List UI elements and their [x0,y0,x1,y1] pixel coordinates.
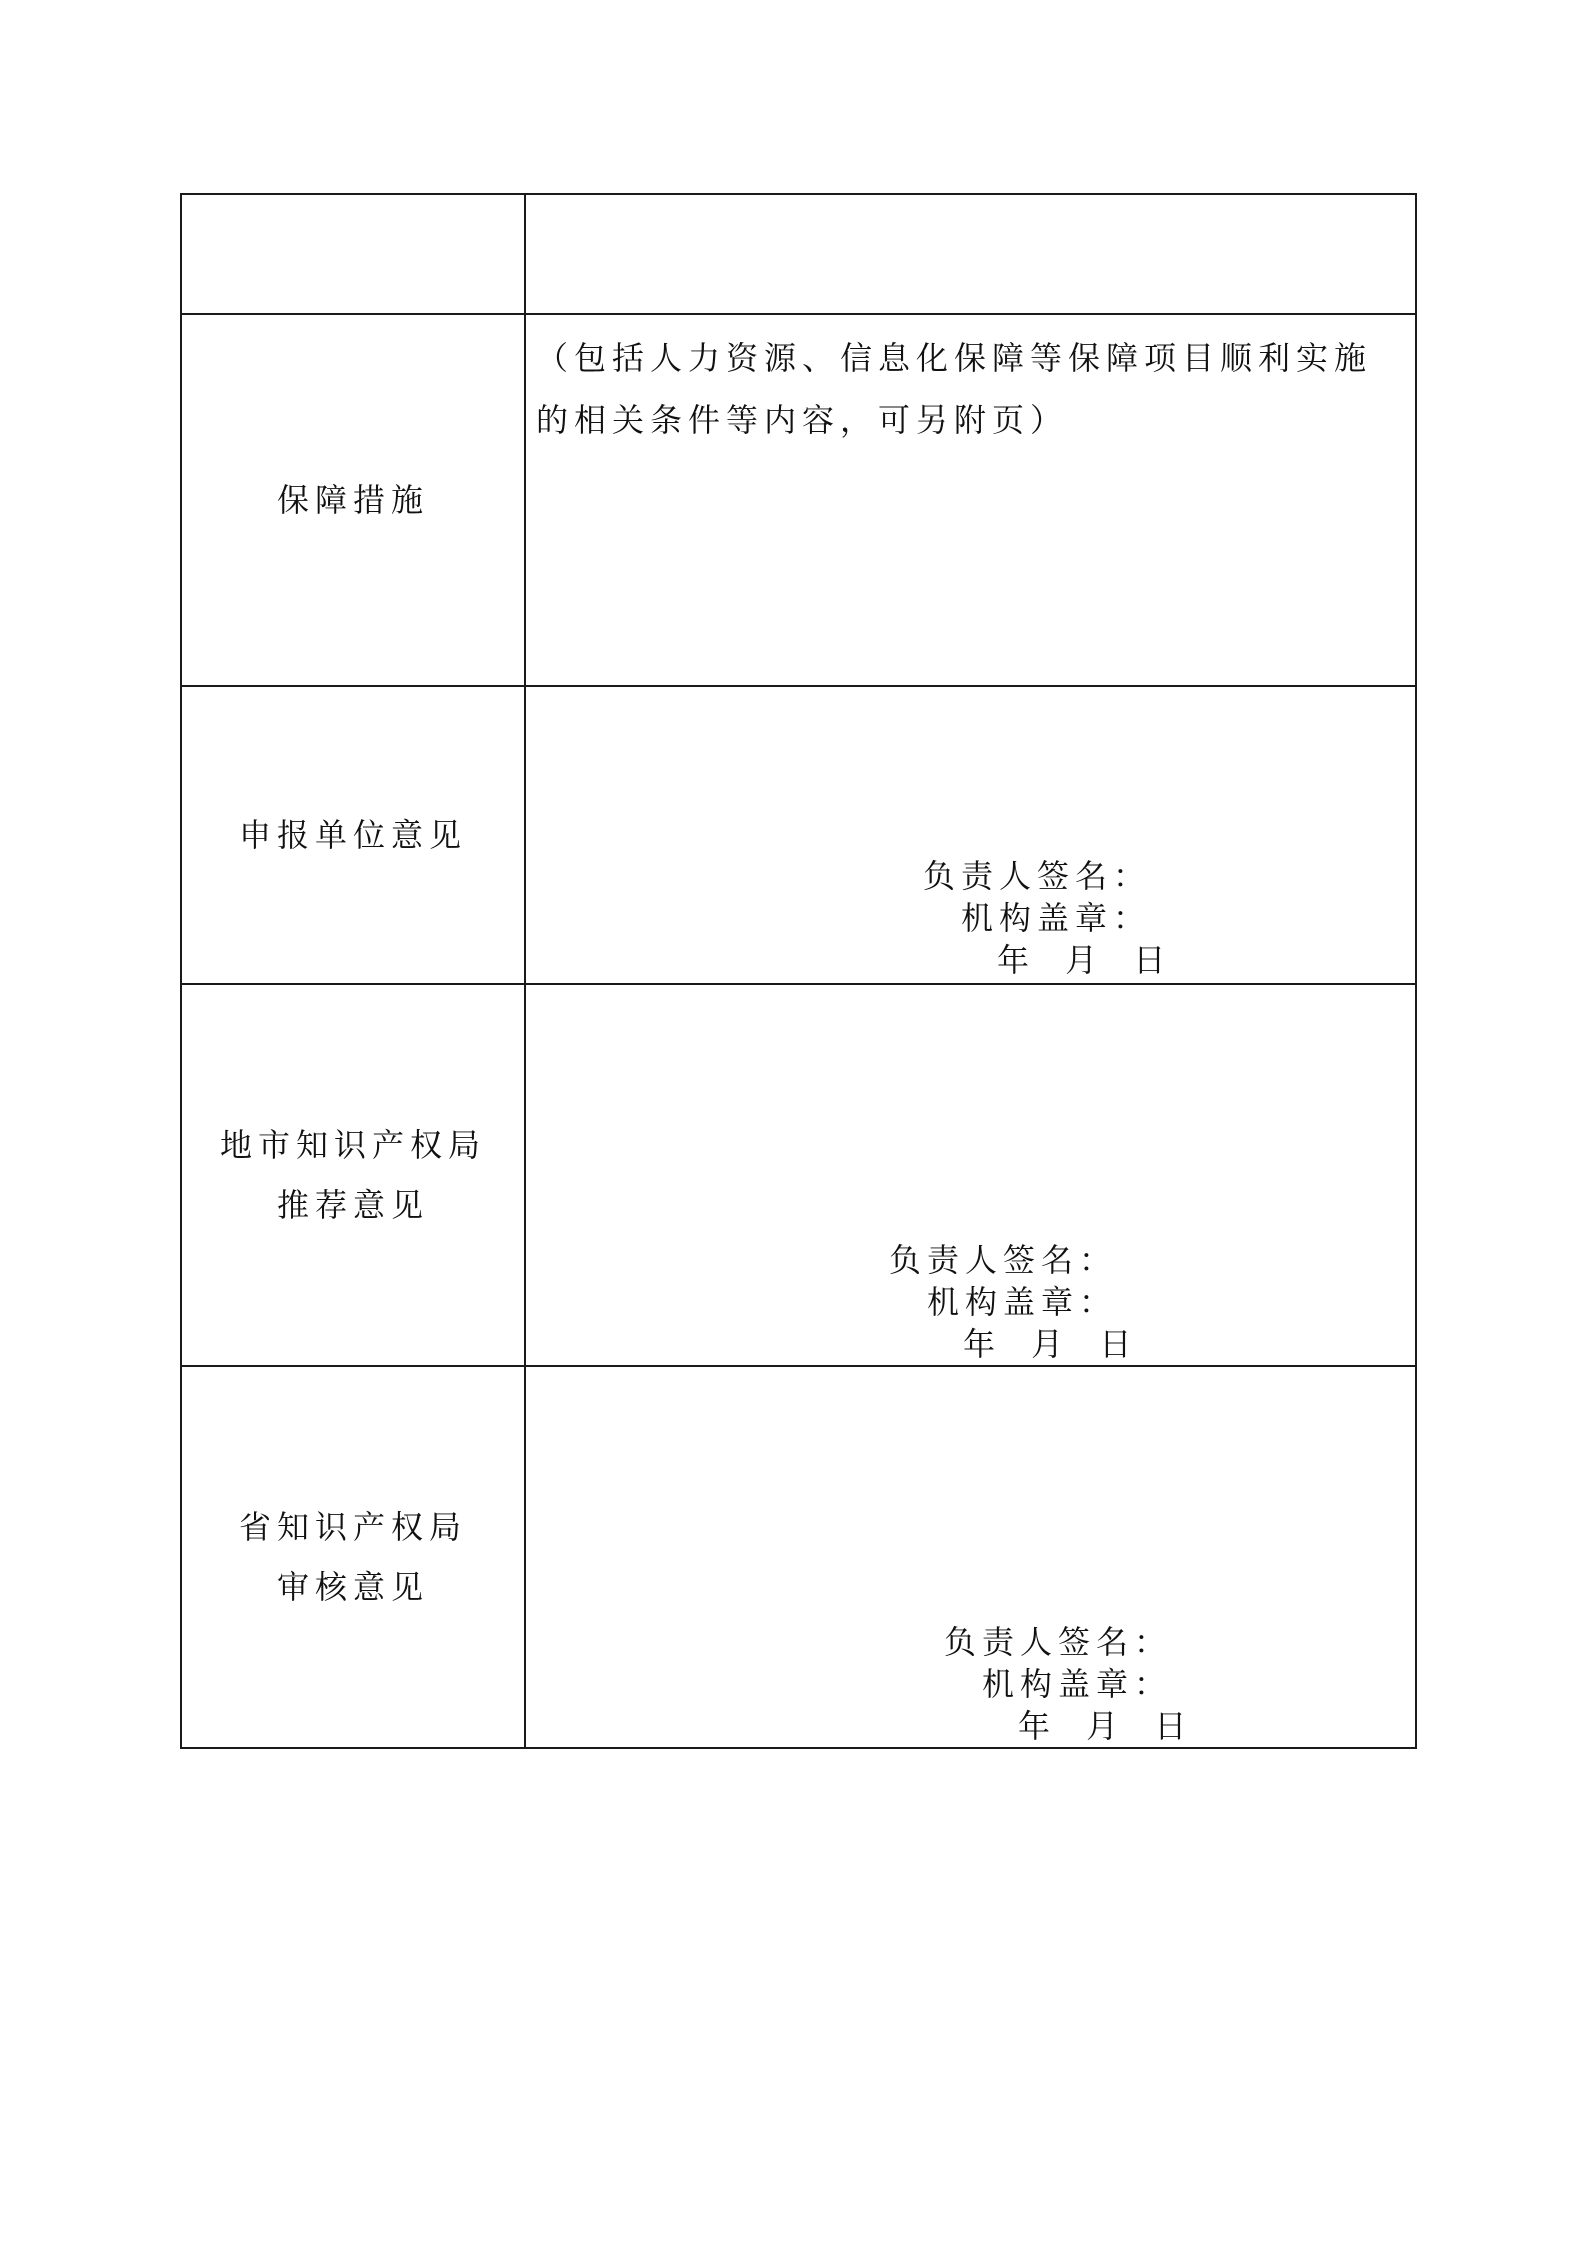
safeguards-content-cell[interactable] [525,314,1416,686]
safeguards-label-cell [181,314,525,686]
city-ip-office-signature-label: 负责人签名： [889,1241,1118,1279]
city-ip-office-label-line2: 推荐意见 [276,1186,429,1224]
application-form-table [180,193,1417,1749]
provincial-ip-office-signature-label: 负责人签名： [944,1623,1173,1661]
top-row-content[interactable] [525,194,1416,314]
city-ip-office-seal-label: 机构盖章： [927,1283,1118,1321]
provincial-ip-office-sign-block [944,1621,1192,1747]
applicant-opinion-label: 申报单位意见 [238,816,467,854]
provincial-ip-office-label-cell [181,1366,525,1748]
safeguards-hint: （包括人力资源、信息化保障等保障项目顺利实施的相关条件等内容，可另附页） [536,339,1373,439]
applicant-date-label: 年 月 日 [997,941,1172,979]
provincial-ip-office-label-line2: 审核意见 [276,1568,429,1606]
city-ip-office-date-label: 年 月 日 [963,1325,1138,1363]
city-ip-office-row [181,984,1416,1366]
safeguards-row [181,314,1416,686]
city-ip-office-label-line1: 地市知识产权局 [219,1126,486,1164]
applicant-sign-block [923,855,1171,981]
provincial-ip-office-label-line1: 省知识产权局 [238,1508,467,1546]
applicant-opinion-label-cell [181,686,525,984]
provincial-ip-office-row [181,1366,1416,1748]
city-ip-office-sign-block [889,1239,1137,1365]
city-ip-office-label-cell [181,984,525,1366]
provincial-ip-office-date-label: 年 月 日 [1018,1707,1193,1745]
provincial-ip-office-seal-label: 机构盖章： [982,1665,1173,1703]
city-ip-office-content-cell[interactable] [525,984,1416,1366]
top-row [181,194,1416,314]
provincial-ip-office-content-cell[interactable] [525,1366,1416,1748]
top-row-label [181,194,525,314]
applicant-signature-label: 负责人签名： [923,857,1152,895]
applicant-seal-label: 机构盖章： [961,899,1152,937]
safeguards-label: 保障措施 [276,481,429,519]
applicant-opinion-content-cell[interactable] [525,686,1416,984]
applicant-opinion-row [181,686,1416,984]
